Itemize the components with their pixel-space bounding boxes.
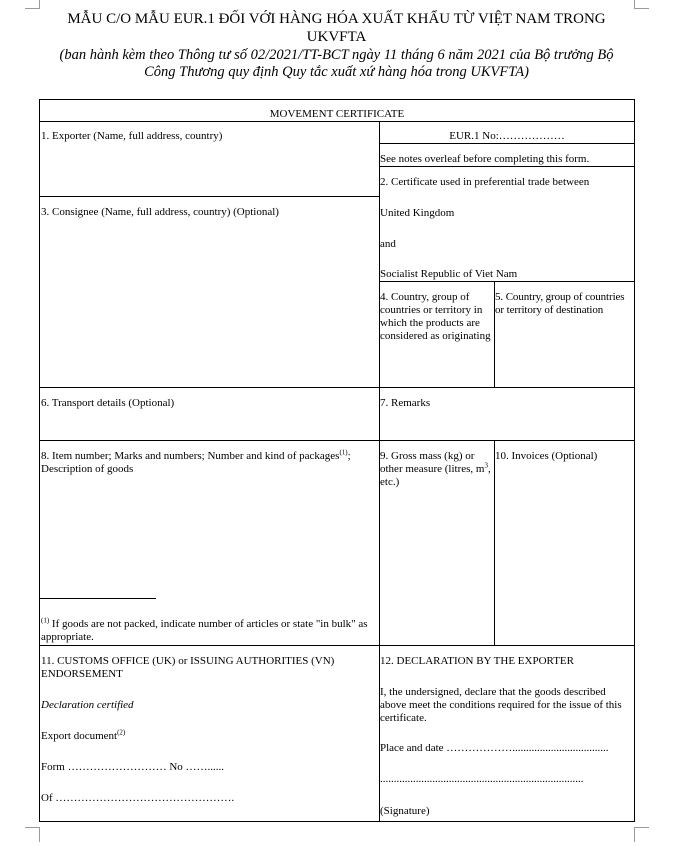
box-8-text: 8. Item number; Marks and numbers; Number and kind of packages: [41, 450, 340, 462]
export-document-text: Export document: [41, 730, 118, 742]
place-and-date-line: Place and date ………………...................................: [380, 742, 609, 754]
rule-box2-box4: [379, 281, 635, 282]
box-8-description-label: Description of goods: [41, 463, 134, 475]
subtitle-line-1: (ban hành kèm theo Thông tư số 02/2021/TT-BCT ngày 11 tháng 6 năm 2021 của Bộ trưởng Bộ: [59, 47, 614, 63]
rule-heading: [39, 121, 635, 122]
crop-mark-bottom-left: [25, 827, 40, 842]
rule-eur-no: [379, 143, 635, 144]
subtitle-line-2: Công Thương quy định Quy tắc xuất xứ hàng hóa trong UKVFTA): [144, 64, 529, 80]
footnote-rule: [39, 598, 156, 599]
box-8-footnote-ref: (1): [339, 448, 348, 457]
title-line-1: MẪU C/O MẪU EUR.1 ĐỐI VỚI HÀNG HÓA XUẤT KHẨU TỪ VIỆT NAM TRONG: [67, 11, 606, 27]
crop-mark-top-right: [634, 0, 649, 9]
footnote-1-marker: (1): [41, 616, 50, 625]
box-9-text: 9. Gross mass (kg) or other measure (litres,: [380, 450, 475, 475]
rule-exporter-consignee: [39, 196, 380, 197]
border-left: [39, 99, 40, 822]
document-title: [30, 10, 643, 46]
box-7-remarks-label: 7. Remarks: [380, 397, 431, 409]
box-6-transport-label: 6. Transport details (Optional): [41, 397, 175, 409]
box-4-origin-label: 4. Country, group of countries or territory in which the products are considered as originating: [380, 291, 491, 342]
crop-mark-bottom-right: [634, 827, 649, 842]
box-5-destination-label: 5. Country, group of countries or territory of destination: [495, 291, 625, 316]
box-9-unit-exponent: 3: [484, 461, 488, 470]
signature-dotted-line: ..........................................................................: [380, 773, 584, 785]
box-10-invoices-label: 10. Invoices (Optional): [495, 450, 598, 462]
box-9-unit: m: [475, 463, 485, 475]
movement-certificate-form: [39, 99, 635, 822]
crop-mark-top-left: [25, 0, 40, 9]
eur1-number: EUR.1 No:………………: [449, 130, 565, 142]
export-document-footnote-ref: (2): [117, 728, 126, 737]
see-notes-text: See notes overleaf before completing this form.: [380, 153, 590, 165]
box-3-consignee-label: 3. Consignee (Name, full address, country) (Optional): [41, 206, 279, 218]
border-top: [39, 99, 635, 100]
box-11-customs-label: 11. CUSTOMS OFFICE (UK) or ISSUING AUTHORITIES (VN): [41, 655, 335, 667]
of-line: Of ………………………………………….: [41, 792, 235, 804]
box-2-country-2: Socialist Republic of Viet Nam: [380, 268, 518, 280]
box-2-country-1: United Kingdom: [380, 207, 455, 219]
form-number-line: Form ……………………… No ……......: [41, 761, 225, 773]
box-9-gross-mass-label: [380, 450, 492, 489]
signature-label: (Signature): [380, 805, 430, 817]
box-9-etc: , etc.): [380, 463, 491, 488]
footnote-1-text: If goods are not packed, indicate number of articles or state "in bulk" as appropriate.: [41, 618, 368, 643]
rule-row-endorsement: [39, 645, 635, 646]
declaration-certified: Declaration certified: [41, 699, 134, 711]
box-2-and: and: [380, 238, 396, 250]
rule-notes: [379, 166, 635, 167]
box-8-items-label: [41, 450, 351, 463]
box-1-exporter-label: 1. Exporter (Name, full address, country): [41, 130, 223, 142]
box-8-semicolon: ;: [347, 450, 351, 462]
border-right: [634, 99, 635, 822]
export-document: [41, 730, 125, 743]
footnote-1: [41, 618, 376, 644]
rule-row-transport: [39, 387, 635, 388]
box-12-declaration-text: I, the undersigned, declare that the goods described above meet the conditions required for the issue of this certificate.: [380, 686, 622, 724]
document-subtitle: [30, 47, 643, 81]
rule-box9-box10: [494, 440, 495, 646]
border-bottom: [39, 821, 635, 822]
box-11-endorsement: ENDORSEMENT: [41, 668, 123, 680]
box-12-declaration-label: 12. DECLARATION BY THE EXPORTER: [380, 655, 574, 667]
form-heading: MOVEMENT CERTIFICATE: [269, 108, 405, 120]
title-line-2: UKVFTA: [306, 29, 367, 45]
rule-row-items: [39, 440, 635, 441]
box-2-certificate-label: 2. Certificate used in preferential trade between: [380, 176, 590, 188]
